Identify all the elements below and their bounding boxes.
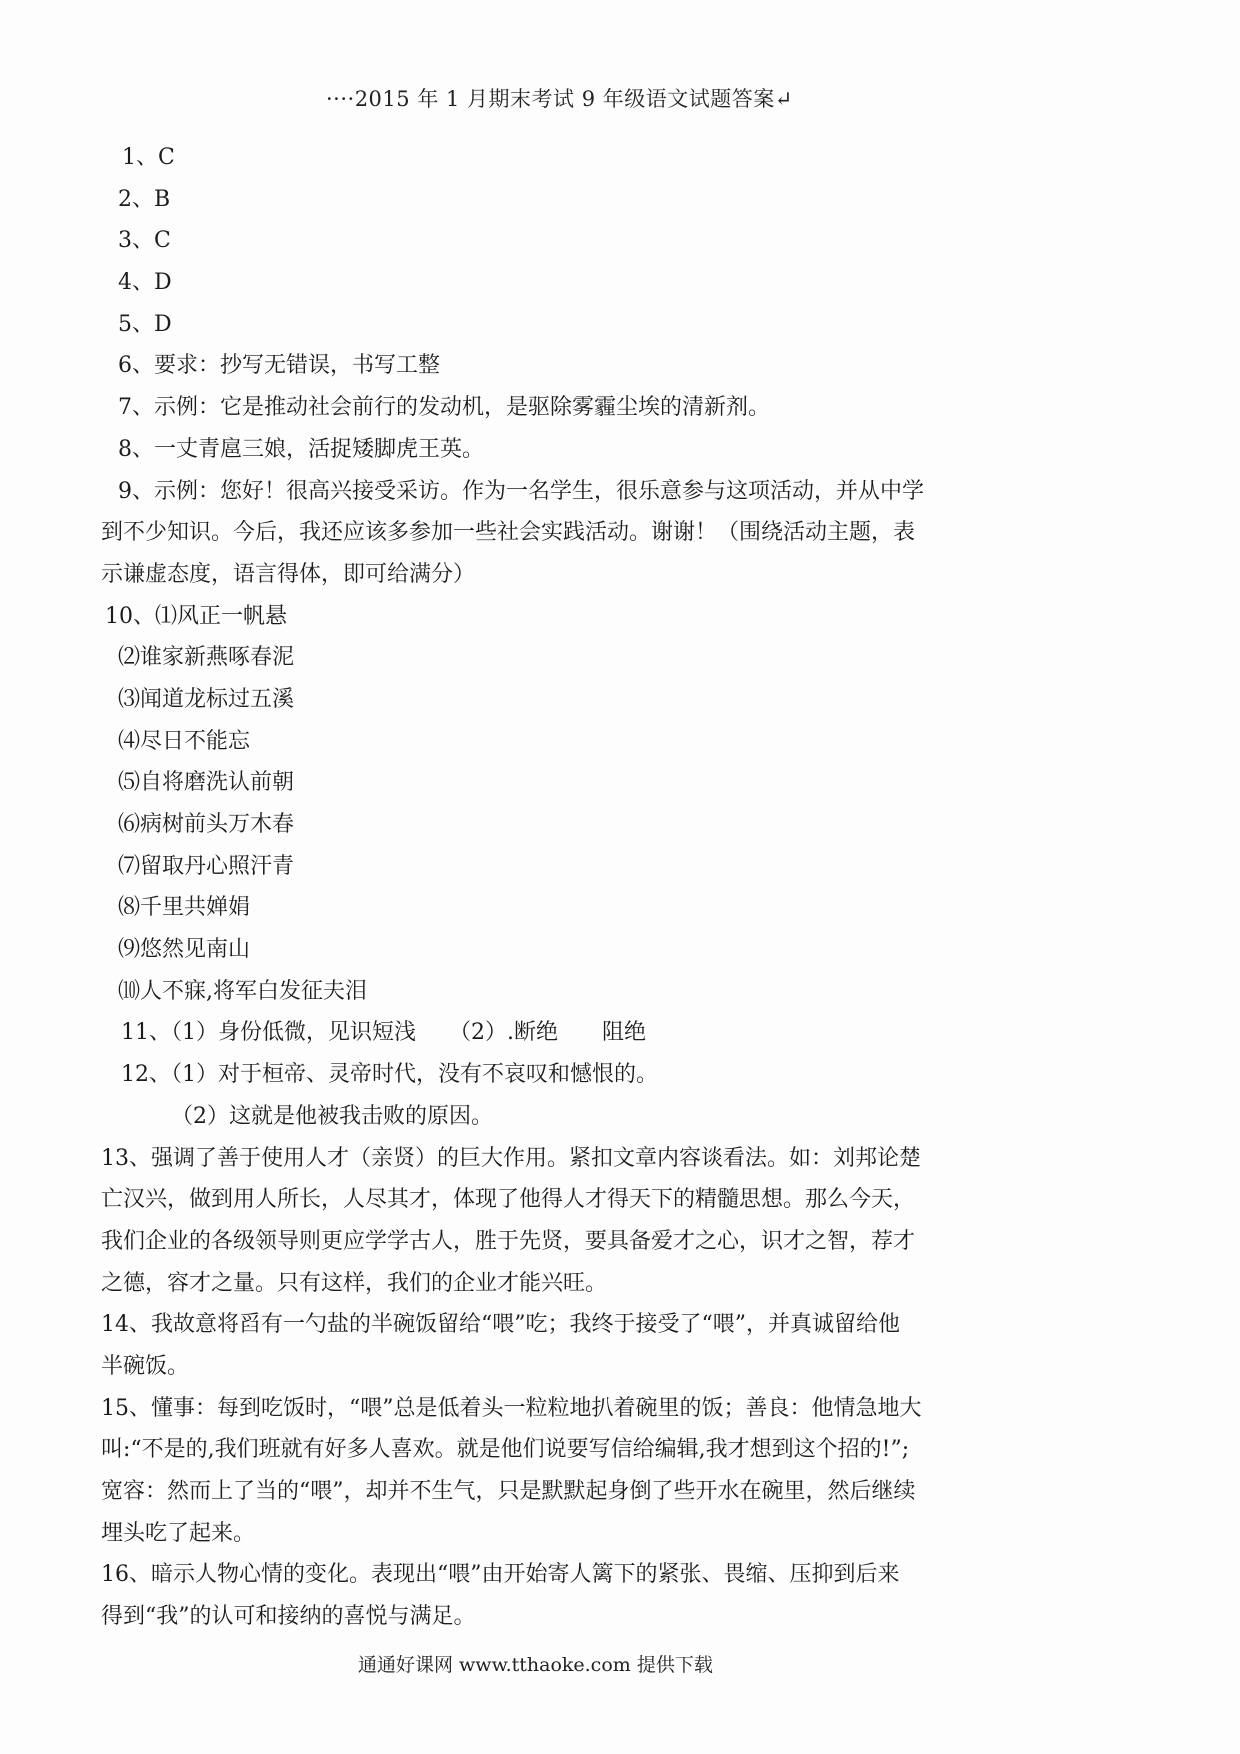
poem-line: 10、⑴风正一帆悬: [105, 603, 287, 629]
answer-line: 16、暗示人物心情的变化。表现出“喂”由开始寄人篱下的紧张、畏缩、压抑到后来: [101, 1562, 900, 1588]
answer-line: 6、要求：抄写无错误，书写工整: [118, 353, 440, 379]
page-title: ····2015 年 1 月期末考试 9 年级语文试题答案↵: [326, 87, 793, 111]
poem-line: ⑻千里共婵娟: [118, 895, 251, 921]
answer-line: 14、我故意将舀有一勺盐的半碗饭留给“喂”吃；我终于接受了“喂”，并真诚留给他: [101, 1312, 900, 1338]
poem-line: ⑶闻道龙标过五溪: [118, 686, 295, 712]
answer-line: 亡汉兴，做到用人所长，人尽其才，体现了他得人才得天下的精髓思想。那么今天，: [101, 1187, 916, 1213]
answer-line: 13、强调了善于使用人才（亲贤）的巨大作用。紧扣文章内容谈看法。如：刘邦论楚: [101, 1145, 921, 1171]
answer-item-13: [0, 1138, 1240, 1305]
poem-line: ⑹病树前头万木春: [118, 812, 295, 837]
poem-line: ⑷尽日不能忘: [118, 728, 251, 754]
answer-list: [0, 137, 1240, 1638]
answer-item-16: [0, 1554, 1240, 1637]
answer-line: 叫:“不是的,我们班就有好多人喜欢。就是他们说要写信给编辑,我才想到这个招的!”;: [101, 1437, 910, 1463]
answer-line: 9、示例：您好！很高兴接受采访。作为一名学生，很乐意参与这项活动，并从中学: [118, 478, 924, 504]
answer-line: 宽容：然而上了当的“喂”，却并不生气，只是默默起身倒了些开水在碗里，然后继续: [101, 1479, 916, 1504]
answer-line: 4、D: [118, 270, 172, 296]
answer-line: 7、示例：它是推动社会前行的发动机，是驱除雾霾尘埃的清新剂。: [118, 395, 770, 421]
answer-line: 半碗饭。: [101, 1353, 190, 1379]
answer-line: 埋头吃了起来。: [101, 1520, 256, 1546]
answer-line: （2）这就是他被我击败的原因。: [171, 1103, 493, 1129]
answer-item-15: [0, 1388, 1240, 1555]
answer-item-7: [0, 387, 1240, 429]
answer-line: 得到“我”的认可和接纳的喜悦与满足。: [101, 1604, 476, 1630]
answer-line: 之德，容才之量。只有这样，我们的企业才能兴旺。: [101, 1270, 608, 1296]
poem-line: ⑵谁家新燕啄春泥: [118, 645, 295, 671]
answer-line: 到不少知识。今后，我还应该多参加一些社会实践活动。谢谢！（围绕活动主题，表: [101, 520, 916, 546]
answer-line: 3、C: [118, 228, 171, 254]
answer-line: 1、C: [122, 145, 175, 170]
answer-item-9: [0, 471, 1240, 596]
answer-line: 8、一丈青扈三娘，活捉矮脚虎王英。: [118, 436, 484, 462]
poem-line: ⑼悠然见南山: [118, 937, 251, 963]
answer-line: 11、（1）身份低微，见识短浅 （2）.断绝 阻绝: [121, 1020, 646, 1046]
answer-item-14: [0, 1304, 1240, 1387]
answer-line: 5、D: [118, 311, 172, 337]
answer-line: 12、（1）对于桓帝、灵帝时代，没有不哀叹和憾恨的。: [121, 1062, 658, 1088]
answer-line: 2、B: [118, 186, 171, 212]
answer-item-4: [0, 262, 1240, 304]
answer-item-12: [0, 1054, 1240, 1137]
answer-item-8: [0, 429, 1240, 471]
answer-line: 我们企业的各级领导则更应学学古人，胜于先贤，要具备爱才之心，识才之智，荐才: [101, 1228, 916, 1254]
poem-line: ⑺留取丹心照汗青: [118, 853, 295, 879]
answer-item-6: [0, 345, 1240, 387]
answer-item-3: [0, 220, 1240, 262]
answer-item-11: [0, 1012, 1240, 1054]
answer-item-10: [0, 596, 1240, 1013]
answer-line: 示谦虚态度，语言得体，即可给满分）: [101, 561, 476, 587]
answer-item-1: [0, 137, 1240, 179]
poem-line: ⑸自将磨洗认前朝: [118, 770, 295, 796]
answer-line: 15、懂事：每到吃饭时，“喂”总是低着头一粒粒地扒着碗里的饭；善良：他情急地大: [101, 1395, 922, 1421]
footer-text: 通通好课网 www.tthaoke.com 提供下载: [358, 1654, 713, 1676]
answer-item-2: [0, 179, 1240, 221]
poem-line: ⑽人不寐,将军白发征夫泪: [118, 978, 367, 1004]
answer-item-5: [0, 304, 1240, 346]
